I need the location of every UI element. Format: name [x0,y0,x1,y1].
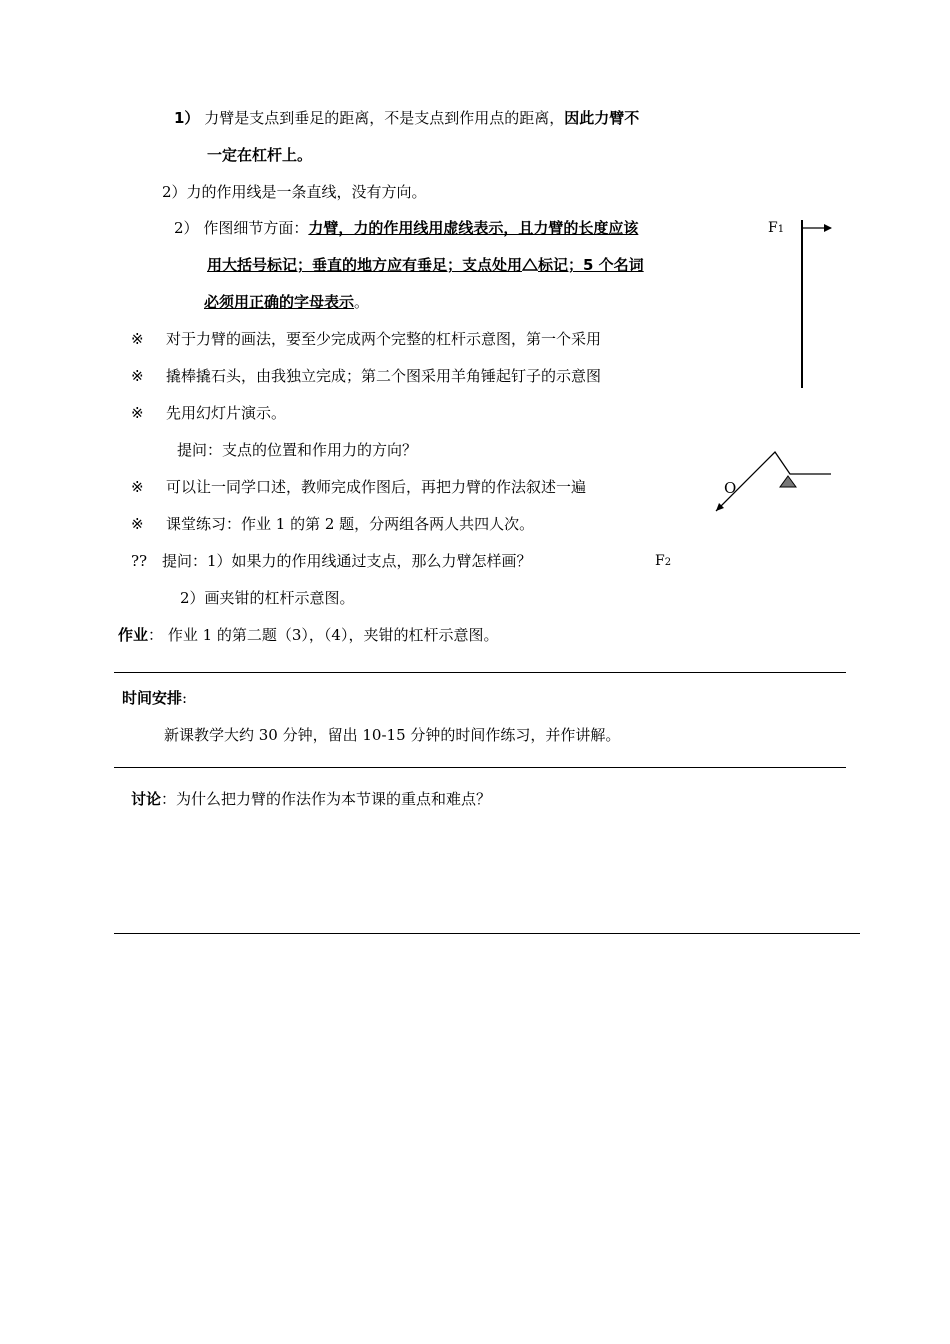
discussion-colon: ： [161,790,177,808]
line-4-text: 作图细节方面： [203,219,309,237]
note-mark: ※ [131,404,144,422]
note-5: 课堂练习：作业 1 的第 2 题，分两组各两人共四人次。 [166,515,535,533]
note-2: 撬棒撬石头，由我独立完成；第二个图采用羊角锤起钉子的示意图 [166,367,602,385]
line-1-bold: 因此力臂不 [564,109,640,127]
homework-text: 作业 1 的第二题（3），（4），夹钳的杠杆示意图。 [167,626,499,644]
note-1: 对于力臂的画法，要至少完成两个完整的杠杆示意图，第一个采用 [166,330,602,348]
line-4-bold: 力臂，力的作用线用虚线表示，且力臂的长度应该 [308,219,639,237]
item-number: 1） [174,109,200,127]
line-5-a: 用大括号标记；垂直的地方应有垂足；支点处用 [207,256,523,274]
note-mark: ※ [131,330,144,348]
item-number: 2） [174,219,199,237]
question-3: 2）画夹钳的杠杆示意图。 [180,589,355,607]
label-f2: F2 [655,553,672,569]
line-5-b: 标记；5 个名词 [538,256,644,274]
note-mark: ※ [131,367,144,385]
line-6-bold: 必须用正确的字母表示 [204,293,355,311]
note-3: 先用幻灯片演示。 [166,404,287,422]
line-1-text: 力臂是支点到垂足的距离，不是支点到作用点的距离， [204,109,565,127]
time-title: 时间安排 [122,689,183,707]
note-mark: ※ [131,515,144,533]
question-mark: ?? [131,552,148,570]
question-2: 提问：1）如果力的作用线通过支点，那么力臂怎样画？ [162,552,532,570]
discussion-text: 为什么把力臂的作法作为本节课的重点和难点？ [176,790,492,808]
line-6-end: 。 [354,293,370,311]
time-colon: : [182,689,188,707]
line-2: 一定在杠杆上。 [207,146,313,164]
note-mark: ※ [131,478,144,496]
discussion-title: 讨论 [131,790,162,808]
note-4: 可以让一同学口述，教师完成作图后，再把力臂的作法叙述一遍 [166,478,587,496]
line-3: 2）力的作用线是一条直线，没有方向。 [162,183,427,201]
homework-colon: ： [148,626,164,644]
label-o: O [724,479,737,497]
fulcrum-icon [780,476,796,487]
label-f1: F1 [768,220,785,236]
homework-label: 作业 [118,626,149,644]
time-text: 新课教学大约 30 分钟，留出 10-15 分钟的时间作练习，并作讲解。 [164,726,621,744]
question-1: 提问：支点的位置和作用力的方向？ [177,441,418,459]
